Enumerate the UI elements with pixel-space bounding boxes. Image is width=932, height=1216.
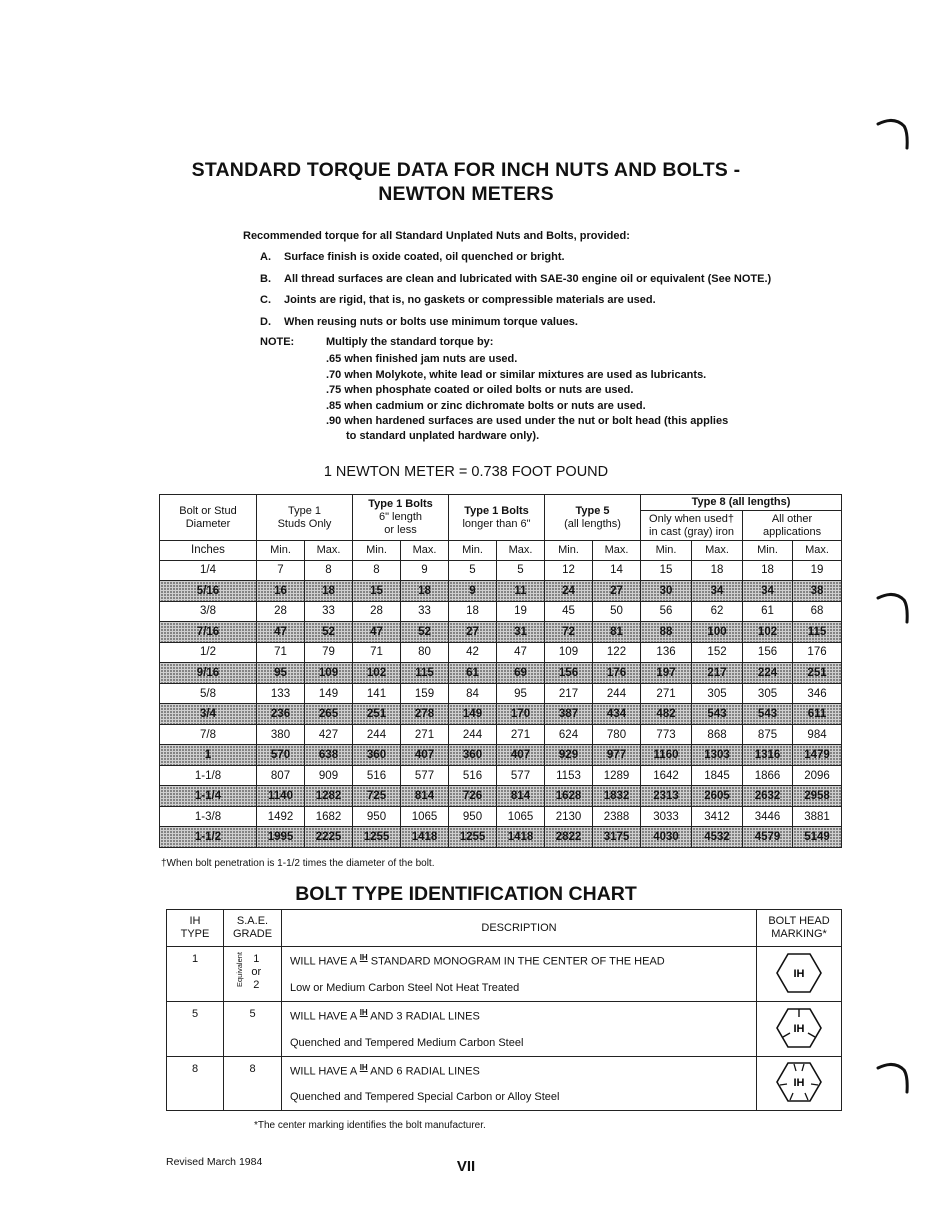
condition-d bbox=[260, 316, 578, 328]
torque-value-cell: 387 bbox=[545, 704, 593, 725]
binder-mark-icon bbox=[876, 1056, 912, 1096]
torque-value-cell: 543 bbox=[692, 704, 743, 725]
note-line: .65 when finished jam nuts are used. bbox=[326, 353, 518, 365]
torque-value-cell: 251 bbox=[353, 704, 401, 725]
torque-value-cell: 18 bbox=[401, 581, 449, 602]
header-ih-type: IH TYPE bbox=[167, 910, 224, 947]
torque-value-cell: 2605 bbox=[692, 786, 743, 807]
torque-value-cell: 726 bbox=[449, 786, 497, 807]
page-number: VII bbox=[456, 1158, 476, 1175]
torque-value-cell: 1418 bbox=[401, 827, 449, 848]
condition-text: All thread surfaces are clean and lubricated with SAE-30 engine oil or equivalent (See NOTE.) bbox=[284, 273, 772, 285]
torque-value-cell: 909 bbox=[305, 765, 353, 786]
torque-value-cell: 24 bbox=[545, 581, 593, 602]
units-min: Min. bbox=[545, 541, 593, 561]
torque-value-cell: 217 bbox=[545, 683, 593, 704]
torque-value-cell: 19 bbox=[793, 560, 842, 581]
torque-value-cell: 5 bbox=[497, 560, 545, 581]
bolt-size-cell: 5/8 bbox=[160, 683, 257, 704]
bolt-id-row bbox=[167, 947, 842, 1002]
torque-value-cell: 7 bbox=[257, 560, 305, 581]
torque-value-cell: 217 bbox=[692, 663, 743, 684]
torque-value-cell: 52 bbox=[305, 622, 353, 643]
bolt-id-row bbox=[167, 1056, 842, 1110]
torque-value-cell: 984 bbox=[793, 724, 842, 745]
torque-value-cell: 2822 bbox=[545, 827, 593, 848]
torque-value-cell: 1303 bbox=[692, 745, 743, 766]
header-type1-studs: Type 1 Studs Only bbox=[257, 495, 353, 541]
torque-value-cell: 62 bbox=[692, 601, 743, 622]
torque-value-cell: 3446 bbox=[743, 806, 793, 827]
torque-value-cell: 482 bbox=[641, 704, 692, 725]
torque-value-cell: 8 bbox=[305, 560, 353, 581]
torque-row bbox=[160, 622, 842, 643]
torque-value-cell: 102 bbox=[743, 622, 793, 643]
units-max: Max. bbox=[793, 541, 842, 561]
torque-value-cell: 611 bbox=[793, 704, 842, 725]
torque-value-cell: 3033 bbox=[641, 806, 692, 827]
ih-monogram-icon: IH bbox=[359, 1062, 368, 1072]
torque-value-cell: 5 bbox=[449, 560, 497, 581]
torque-value-cell: 47 bbox=[257, 622, 305, 643]
units-max: Max. bbox=[692, 541, 743, 561]
torque-value-cell: 3412 bbox=[692, 806, 743, 827]
torque-value-cell: 81 bbox=[593, 622, 641, 643]
torque-value-cell: 16 bbox=[257, 581, 305, 602]
torque-value-cell: 61 bbox=[743, 601, 793, 622]
torque-row bbox=[160, 765, 842, 786]
torque-value-cell: 1140 bbox=[257, 786, 305, 807]
torque-value-cell: 115 bbox=[793, 622, 842, 643]
bolt-size-cell: 7/8 bbox=[160, 724, 257, 745]
torque-value-cell: 814 bbox=[401, 786, 449, 807]
torque-value-cell: 570 bbox=[257, 745, 305, 766]
binder-mark-icon bbox=[876, 112, 912, 152]
note-line: .85 when cadmium or zinc dichromate bolts or nuts are used. bbox=[326, 400, 646, 412]
header-diameter: Bolt or Stud Diameter bbox=[160, 495, 257, 541]
torque-value-cell: 30 bbox=[641, 581, 692, 602]
torque-value-cell: 2225 bbox=[305, 827, 353, 848]
torque-value-cell: 28 bbox=[257, 601, 305, 622]
torque-value-cell: 814 bbox=[497, 786, 545, 807]
torque-value-cell: 2130 bbox=[545, 806, 593, 827]
torque-value-cell: 950 bbox=[449, 806, 497, 827]
torque-row bbox=[160, 663, 842, 684]
torque-value-cell: 102 bbox=[353, 663, 401, 684]
torque-value-cell: 2096 bbox=[793, 765, 842, 786]
bolt-head-marking bbox=[757, 1056, 842, 1110]
torque-value-cell: 18 bbox=[743, 560, 793, 581]
bolt-size-cell: 3/4 bbox=[160, 704, 257, 725]
torque-value-cell: 2632 bbox=[743, 786, 793, 807]
bolt-size-cell: 3/8 bbox=[160, 601, 257, 622]
torque-value-cell: 244 bbox=[449, 724, 497, 745]
torque-value-cell: 68 bbox=[793, 601, 842, 622]
condition-letter: A. bbox=[260, 251, 271, 263]
torque-value-cell: 1316 bbox=[743, 745, 793, 766]
torque-value-cell: 156 bbox=[743, 642, 793, 663]
torque-value-cell: 45 bbox=[545, 601, 593, 622]
torque-value-cell: 149 bbox=[305, 683, 353, 704]
torque-value-cell: 577 bbox=[401, 765, 449, 786]
torque-value-cell: 1289 bbox=[593, 765, 641, 786]
torque-value-cell: 624 bbox=[545, 724, 593, 745]
torque-value-cell: 265 bbox=[305, 704, 353, 725]
ih-monogram-icon: IH bbox=[359, 953, 368, 963]
condition-text: Surface finish is oxide coated, oil quenched or bright. bbox=[284, 251, 565, 263]
torque-value-cell: 360 bbox=[449, 745, 497, 766]
material-text: Quenched and Tempered Medium Carbon Steel bbox=[290, 1037, 524, 1050]
torque-value-cell: 807 bbox=[257, 765, 305, 786]
equivalent-label: Equivalent bbox=[235, 952, 245, 988]
torque-value-cell: 122 bbox=[593, 642, 641, 663]
conversion-factor: 1 NEWTON METER = 0.738 FOOT POUND bbox=[323, 464, 609, 480]
torque-value-cell: 72 bbox=[545, 622, 593, 643]
torque-value-cell: 1160 bbox=[641, 745, 692, 766]
torque-value-cell: 950 bbox=[353, 806, 401, 827]
torque-value-cell: 1682 bbox=[305, 806, 353, 827]
torque-row bbox=[160, 827, 842, 848]
torque-value-cell: 50 bbox=[593, 601, 641, 622]
torque-value-cell: 176 bbox=[793, 642, 842, 663]
torque-value-cell: 11 bbox=[497, 581, 545, 602]
torque-value-cell: 14 bbox=[593, 560, 641, 581]
torque-value-cell: 15 bbox=[641, 560, 692, 581]
units-min: Min. bbox=[641, 541, 692, 561]
torque-value-cell: 1628 bbox=[545, 786, 593, 807]
bolt-head-grade5-icon bbox=[775, 1006, 823, 1050]
torque-value-cell: 109 bbox=[305, 663, 353, 684]
torque-value-cell: 33 bbox=[401, 601, 449, 622]
ih-type-value: 8 bbox=[167, 1056, 224, 1110]
torque-value-cell: 27 bbox=[593, 581, 641, 602]
grade-line: 1 bbox=[253, 953, 260, 966]
torque-value-cell: 868 bbox=[692, 724, 743, 745]
torque-value-cell: 52 bbox=[401, 622, 449, 643]
torque-row bbox=[160, 581, 842, 602]
units-min: Min. bbox=[353, 541, 401, 561]
torque-value-cell: 1282 bbox=[305, 786, 353, 807]
ih-type-value: 1 bbox=[167, 947, 224, 1002]
torque-value-cell: 3881 bbox=[793, 806, 842, 827]
header-marking: BOLT HEAD MARKING* bbox=[757, 910, 842, 947]
torque-value-cell: 149 bbox=[449, 704, 497, 725]
bolt-size-cell: 1-1/8 bbox=[160, 765, 257, 786]
torque-row bbox=[160, 683, 842, 704]
bolt-size-cell: 9/16 bbox=[160, 663, 257, 684]
units-max: Max. bbox=[593, 541, 641, 561]
header-type8-group: Type 8 (all lengths) bbox=[641, 495, 842, 511]
condition-letter: B. bbox=[260, 273, 271, 285]
ih-type-value: 5 bbox=[167, 1002, 224, 1056]
torque-value-cell: 19 bbox=[497, 601, 545, 622]
units-inches: Inches bbox=[160, 541, 257, 561]
center-marking-note: *The center marking identifies the bolt manufacturer. bbox=[254, 1120, 486, 1131]
note-label: NOTE: bbox=[260, 336, 295, 348]
torque-value-cell: 427 bbox=[305, 724, 353, 745]
condition-c bbox=[260, 294, 656, 306]
header-type8-other: All other applications bbox=[743, 511, 842, 541]
torque-value-cell: 1065 bbox=[497, 806, 545, 827]
description-cell bbox=[282, 1002, 757, 1056]
torque-value-cell: 1492 bbox=[257, 806, 305, 827]
torque-value-cell: 577 bbox=[497, 765, 545, 786]
ih-monogram-icon: IH bbox=[359, 1008, 368, 1018]
torque-value-cell: 4579 bbox=[743, 827, 793, 848]
torque-value-cell: 278 bbox=[401, 704, 449, 725]
page-title bbox=[0, 158, 932, 206]
torque-value-cell: 47 bbox=[497, 642, 545, 663]
torque-value-cell: 346 bbox=[793, 683, 842, 704]
header-sae-grade: S.A.E. GRADE bbox=[224, 910, 282, 947]
torque-value-cell: 977 bbox=[593, 745, 641, 766]
desc-post: AND 3 RADIAL LINES bbox=[370, 1011, 480, 1024]
binder-mark-icon bbox=[876, 586, 912, 626]
torque-row bbox=[160, 724, 842, 745]
torque-value-cell: 1995 bbox=[257, 827, 305, 848]
bolt-size-cell: 5/16 bbox=[160, 581, 257, 602]
torque-value-cell: 305 bbox=[692, 683, 743, 704]
torque-value-cell: 725 bbox=[353, 786, 401, 807]
bolt-size-cell: 1/2 bbox=[160, 642, 257, 663]
torque-row bbox=[160, 601, 842, 622]
torque-value-cell: 780 bbox=[593, 724, 641, 745]
torque-value-cell: 929 bbox=[545, 745, 593, 766]
torque-value-cell: 236 bbox=[257, 704, 305, 725]
torque-value-cell: 159 bbox=[401, 683, 449, 704]
torque-value-cell: 271 bbox=[401, 724, 449, 745]
torque-value-cell: 42 bbox=[449, 642, 497, 663]
header-description: DESCRIPTION bbox=[282, 910, 757, 947]
desc-pre: WILL HAVE A bbox=[290, 1065, 357, 1078]
torque-value-cell: 251 bbox=[793, 663, 842, 684]
bolt-head-marking bbox=[757, 947, 842, 1002]
torque-value-cell: 271 bbox=[641, 683, 692, 704]
units-min: Min. bbox=[743, 541, 793, 561]
condition-text: Joints are rigid, that is, no gaskets or compressible materials are used. bbox=[284, 294, 656, 306]
torque-value-cell: 638 bbox=[305, 745, 353, 766]
torque-units-row bbox=[160, 541, 842, 561]
sae-grade-value: 5 bbox=[224, 1002, 282, 1056]
torque-value-cell: 1418 bbox=[497, 827, 545, 848]
torque-value-cell: 1642 bbox=[641, 765, 692, 786]
note-line: .70 when Molykote, white lead or similar mixtures are used as lubricants. bbox=[326, 369, 707, 381]
description-cell bbox=[282, 947, 757, 1002]
bolt-head-marking bbox=[757, 1002, 842, 1056]
torque-value-cell: 2958 bbox=[793, 786, 842, 807]
torque-value-cell: 18 bbox=[305, 581, 353, 602]
torque-value-cell: 2388 bbox=[593, 806, 641, 827]
material-text: Quenched and Tempered Special Carbon or Alloy Steel bbox=[290, 1091, 560, 1104]
torque-value-cell: 31 bbox=[497, 622, 545, 643]
revised-date: Revised March 1984 bbox=[166, 1156, 263, 1168]
torque-value-cell: 305 bbox=[743, 683, 793, 704]
torque-value-cell: 56 bbox=[641, 601, 692, 622]
units-max: Max. bbox=[497, 541, 545, 561]
units-min: Min. bbox=[257, 541, 305, 561]
header-type1-long: Type 1 Bolts longer than 6" bbox=[449, 495, 545, 541]
bolt-size-cell: 7/16 bbox=[160, 622, 257, 643]
torque-value-cell: 1866 bbox=[743, 765, 793, 786]
torque-value-cell: 15 bbox=[353, 581, 401, 602]
desc-pre: WILL HAVE A bbox=[290, 1011, 357, 1024]
torque-value-cell: 176 bbox=[593, 663, 641, 684]
torque-value-cell: 271 bbox=[497, 724, 545, 745]
torque-row bbox=[160, 786, 842, 807]
torque-row bbox=[160, 560, 842, 581]
torque-value-cell: 34 bbox=[743, 581, 793, 602]
condition-a bbox=[260, 251, 565, 263]
torque-value-cell: 27 bbox=[449, 622, 497, 643]
torque-value-cell: 71 bbox=[353, 642, 401, 663]
bolt-id-header-row bbox=[167, 910, 842, 947]
torque-value-cell: 5149 bbox=[793, 827, 842, 848]
note-line: .90 when hardened surfaces are used under the nut or bolt head (this applies bbox=[326, 415, 729, 427]
torque-value-cell: 12 bbox=[545, 560, 593, 581]
description-cell bbox=[282, 1056, 757, 1110]
units-min: Min. bbox=[449, 541, 497, 561]
torque-value-cell: 47 bbox=[353, 622, 401, 643]
torque-value-cell: 88 bbox=[641, 622, 692, 643]
bolt-size-cell: 1-1/4 bbox=[160, 786, 257, 807]
bolt-head-grade1-icon bbox=[775, 951, 823, 995]
torque-value-cell: 4030 bbox=[641, 827, 692, 848]
material-text: Low or Medium Carbon Steel Not Heat Treated bbox=[290, 981, 520, 994]
torque-value-cell: 380 bbox=[257, 724, 305, 745]
torque-value-cell: 100 bbox=[692, 622, 743, 643]
torque-value-cell: 516 bbox=[449, 765, 497, 786]
bolt-size-cell: 1 bbox=[160, 745, 257, 766]
torque-value-cell: 34 bbox=[692, 581, 743, 602]
sae-grade-value: 8 bbox=[224, 1056, 282, 1110]
torque-value-cell: 18 bbox=[692, 560, 743, 581]
torque-value-cell: 244 bbox=[593, 683, 641, 704]
bolt-size-cell: 1-3/8 bbox=[160, 806, 257, 827]
monogram-text: IH bbox=[793, 1022, 805, 1035]
torque-value-cell: 38 bbox=[793, 581, 842, 602]
torque-value-cell: 152 bbox=[692, 642, 743, 663]
bolt-size-cell: 1/4 bbox=[160, 560, 257, 581]
header-type1-short: Type 1 Bolts 6" length or less bbox=[353, 495, 449, 541]
desc-post: STANDARD MONOGRAM IN THE CENTER OF THE HEAD bbox=[370, 955, 665, 968]
torque-value-cell: 516 bbox=[353, 765, 401, 786]
sae-grade-value bbox=[224, 947, 282, 1002]
torque-value-cell: 109 bbox=[545, 642, 593, 663]
page-title-line2: NEWTON METERS bbox=[378, 183, 554, 205]
page-title-line1: STANDARD TORQUE DATA FOR INCH NUTS AND BOLTS - bbox=[191, 159, 741, 181]
condition-letter: C. bbox=[260, 294, 271, 306]
torque-value-cell: 141 bbox=[353, 683, 401, 704]
torque-row bbox=[160, 806, 842, 827]
torque-value-cell: 84 bbox=[449, 683, 497, 704]
torque-value-cell: 95 bbox=[257, 663, 305, 684]
note-line: Multiply the standard torque by: bbox=[326, 336, 494, 348]
torque-value-cell: 1845 bbox=[692, 765, 743, 786]
torque-table bbox=[159, 494, 842, 848]
torque-value-cell: 434 bbox=[593, 704, 641, 725]
torque-value-cell: 407 bbox=[497, 745, 545, 766]
grade-line: or bbox=[251, 966, 262, 979]
condition-text: When reusing nuts or bolts use minimum torque values. bbox=[284, 316, 578, 328]
torque-value-cell: 1832 bbox=[593, 786, 641, 807]
torque-value-cell: 875 bbox=[743, 724, 793, 745]
units-max: Max. bbox=[305, 541, 353, 561]
torque-row bbox=[160, 745, 842, 766]
torque-value-cell: 3175 bbox=[593, 827, 641, 848]
torque-value-cell: 773 bbox=[641, 724, 692, 745]
bolt-id-table bbox=[166, 909, 842, 1111]
torque-value-cell: 136 bbox=[641, 642, 692, 663]
torque-value-cell: 79 bbox=[305, 642, 353, 663]
condition-letter: D. bbox=[260, 316, 271, 328]
torque-value-cell: 1065 bbox=[401, 806, 449, 827]
bolt-chart-title: BOLT TYPE IDENTIFICATION CHART bbox=[295, 883, 637, 905]
condition-b bbox=[260, 273, 771, 285]
torque-value-cell: 18 bbox=[449, 601, 497, 622]
torque-value-cell: 8 bbox=[353, 560, 401, 581]
note-line: .75 when phosphate coated or oiled bolts or nuts are used. bbox=[326, 384, 634, 396]
torque-value-cell: 156 bbox=[545, 663, 593, 684]
torque-value-cell: 360 bbox=[353, 745, 401, 766]
bolt-head-grade8-icon bbox=[775, 1060, 823, 1104]
torque-value-cell: 1255 bbox=[449, 827, 497, 848]
torque-value-cell: 28 bbox=[353, 601, 401, 622]
note-line: to standard unplated hardware only). bbox=[346, 430, 540, 442]
torque-value-cell: 61 bbox=[449, 663, 497, 684]
bolt-id-row bbox=[167, 1002, 842, 1056]
units-max: Max. bbox=[401, 541, 449, 561]
bolt-size-cell: 1-1/2 bbox=[160, 827, 257, 848]
torque-header-row bbox=[160, 495, 842, 511]
torque-value-cell: 1153 bbox=[545, 765, 593, 786]
header-type5: Type 5 (all lengths) bbox=[545, 495, 641, 541]
monogram-text: IH bbox=[793, 967, 805, 980]
torque-value-cell: 4532 bbox=[692, 827, 743, 848]
penetration-footnote: †When bolt penetration is 1-1/2 times the diameter of the bolt. bbox=[161, 858, 435, 869]
torque-value-cell: 80 bbox=[401, 642, 449, 663]
torque-value-cell: 170 bbox=[497, 704, 545, 725]
torque-row bbox=[160, 704, 842, 725]
intro-text: Recommended torque for all Standard Unplated Nuts and Bolts, provided: bbox=[243, 230, 630, 242]
torque-value-cell: 244 bbox=[353, 724, 401, 745]
torque-value-cell: 9 bbox=[401, 560, 449, 581]
grade-line: 2 bbox=[253, 979, 260, 992]
torque-value-cell: 69 bbox=[497, 663, 545, 684]
desc-post: AND 6 RADIAL LINES bbox=[370, 1065, 480, 1078]
torque-value-cell: 224 bbox=[743, 663, 793, 684]
torque-value-cell: 197 bbox=[641, 663, 692, 684]
header-type8-cast: Only when used† in cast (gray) iron bbox=[641, 511, 743, 541]
desc-pre: WILL HAVE A bbox=[290, 955, 357, 968]
torque-value-cell: 1479 bbox=[793, 745, 842, 766]
torque-value-cell: 133 bbox=[257, 683, 305, 704]
torque-value-cell: 115 bbox=[401, 663, 449, 684]
torque-value-cell: 1255 bbox=[353, 827, 401, 848]
torque-value-cell: 71 bbox=[257, 642, 305, 663]
torque-value-cell: 407 bbox=[401, 745, 449, 766]
torque-value-cell: 33 bbox=[305, 601, 353, 622]
torque-value-cell: 9 bbox=[449, 581, 497, 602]
monogram-text: IH bbox=[793, 1076, 805, 1089]
torque-value-cell: 543 bbox=[743, 704, 793, 725]
torque-value-cell: 95 bbox=[497, 683, 545, 704]
torque-row bbox=[160, 642, 842, 663]
torque-value-cell: 2313 bbox=[641, 786, 692, 807]
